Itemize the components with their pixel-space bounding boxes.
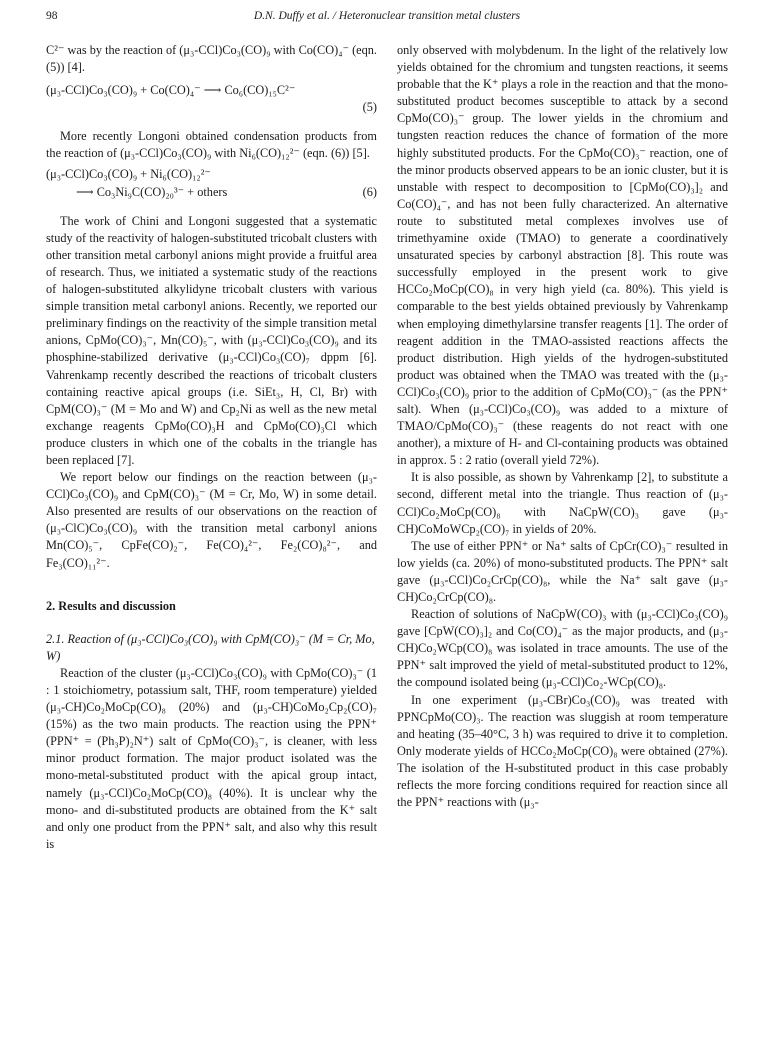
- running-title: D.N. Duffy et al. / Heteronuclear transition metal clusters: [253, 10, 521, 22]
- page-number: 98: [46, 10, 58, 22]
- paragraph-longoni: More recently Longoni obtained condensation products from the reaction of (μ₃-CCl)Co₃(CO)₉ with Ni₆(CO)₁₂²⁻ (eqn. (6)) [5].: [46, 129, 377, 161]
- paragraph-ppn: The use of either PPN⁺ or Na⁺ salts of CpCr(CO)₃⁻ resulted in low yields (ca. 20%) of mono-substituted products. The PPN⁺ salt gave (μ₃-CCl)Co₂CrCp(CO)₈, while the Na⁺ salt gave (μ₃-CH)Co₂CrCp(CO)₈.: [397, 538, 728, 604]
- left-column: [46, 42, 377, 853]
- equation-5-expression: (μ₃-CCl)Co₃(CO)₉ + Co(CO)₄⁻ ⟶ Co₆(CO)₁₅C²⁻: [46, 83, 296, 98]
- right-column: [397, 42, 728, 811]
- paragraph-cbr: In one experiment (μ₃-CBr)Co₃(CO)₉ was treated with PPNCpMo(CO)₃. The reaction was sluggish at room temperature and heating (35–40°C, 3 h) was required to drive it to completion. Only moderate yields of HCCo₂MoCp(CO)₈ were obtained (27%). The isolation of the H-substituted product in this case probably reflects the more forcing conditions required for reaction since all the PPN⁺ reactions with (μ₃-: [397, 692, 728, 810]
- equation-6-line1: (μ₃-CCl)Co₃(CO)₉ + Ni₆(CO)₁₂²⁻: [46, 167, 211, 182]
- section-heading: 2. Results and discussion: [46, 598, 176, 613]
- equation-5-number: (5): [362, 100, 377, 115]
- paragraph-nacpw: Reaction of solutions of NaCpW(CO)₃ with (μ₃-CCl)Co₃(CO)₉ gave [CpW(CO)₃]₂ and Co(CO)₄⁻ as the major products, and (μ₃-CH)Co₂WCp(CO)₈ was isolated in trace amounts. The use of the PPN⁺ salt improved the yield of metal-substituted product to 12%, the compound isolated being (μ₃-CCl)Co₂-WCp(CO)₈.: [397, 607, 728, 690]
- equation-6-number: (6): [362, 184, 377, 199]
- subsection-heading: 2.1. Reaction of (μ₃-CCl)Co₃(CO)₉ with CpM(CO)₃⁻ (M = Cr, Mo, W): [46, 631, 375, 663]
- paragraph-continued: only observed with molybdenum. In the light of the relatively low yields obtained for the chromium and tungsten reactions, it seems probable that the K⁺ plays a role in the reaction and that the mono-substituted product becomes susceptible to attack by a second CpMo(CO)₃⁻ group. The lower yields in the chromium and tungsten reaction reduces the chance of formation of the more highly substituted products. For the CpMo(CO)₃⁻ reaction, one of the minor products observed appears to be an ionic cluster, but it is unstable with respect to decomposition to [CpMo(CO)₃]₂ and Co(CO)₄⁻, and has not been fully characterized. An alternative route to substituted metal complexes involves use of trimethyamine oxide (TMAO) to generate a coordinatively unsaturated species by carbonyl abstraction [8]. This route was successfully employed in the present work to give HCCo₂MoCp(CO)₈ in very high yield (ca. 80%). This yield is comparable to the best yields obtained previously by Vahrenkamp when employing dimethylarsine transfer reagents [1]. The order of reagent addition in the TMAO-assisted reactions affects the product distribution. High yields of the hydrogen-substituted product was obtained when the TMAO was treated with the (μ₃-CCl)Co₃(CO)₉ prior to the addition of CpMo(CO)₃⁻ (as the PPN⁺ salt). When (μ₃-CCl)Co₃(CO)₉ was added to a mixture of TMAO/CpMo(CO)₃⁻ (these reagents do not react with one another), a mixture of H- and Cl-containing products was obtained in approx. 5 : 2 ratio (overall yield 72%).: [397, 43, 728, 468]
- paragraph-chini: The work of Chini and Longoni suggested that a systematic study of the reactivity of halogen-substituted tricobalt clusters with other transition metal carbonyl anions might provide a fruitful area of research. Thus, we initiated a systematic study of the reactions of halogen-substituted alkylidyne tricobalt clusters with various simple transition metal carbonyl anions. Recently, we reported our preliminary findings on the reactivity of the simple transition metal anions, CpMo(CO)₃⁻, Mn(CO)₅⁻, with (μ₃-CCl)Co₃(CO)₉ and its phosphine-stabilized derivative (μ₃-CCl)Co₃(CO)₇ dppm [6]. Vahrenkamp recently described the reactions of tricobalt clusters containing reactive apical groups (i.e. SiEt₃, H, Cl, Br) with CpM(CO)₃⁻ (M = Mo and W) and Cp₂Ni as well as the new metal exchange reagents CpMo(CO)₃H and CpMo(CO)₃Cl which produce clusters in which one of the cobalts in the triangle has been replaced [7].: [46, 213, 377, 467]
- equation-6: [46, 166, 377, 200]
- paragraph-report: We report below our findings on the reaction between (μ₃-CCl)Co₃(CO)₉ and CpM(CO)₃⁻ (M = Cr, Mo, W) in some detail. Also presented are results of our observations on the reaction of (μ₃-ClC)Co₃(CO)₉ with the transition metal carbonyl anions Mn(CO)₅⁻, CpFe(CO)₂⁻, Fe(CO)₄²⁻, Fe₂(CO)₈²⁻, and Fe₃(CO)₁₁²⁻.: [46, 470, 377, 570]
- equation-5: [46, 82, 377, 116]
- paragraph-vahrenkamp: It is also possible, as shown by Vahrenkamp [2], to substitute a second, different metal into the triangle. Thus reaction of (μ₃-CCl)Co₂MoCp(CO)₈ with NaCpW(CO)₃ gave (μ₃-CH)CoMoWCp₂(CO)₇ in yields of 20%.: [397, 470, 728, 536]
- paragraph-intro: C²⁻ was by the reaction of (μ₃-CCl)Co₃(CO)₉ with Co(CO)₄⁻ (eqn. (5)) [4].: [46, 43, 377, 75]
- page-header: [46, 10, 728, 26]
- equation-6-line2: ⟶ Co₃Ni₉C(CO)₂₀³⁻ + others: [76, 184, 228, 199]
- paragraph-reaction: Reaction of the cluster (μ₃-CCl)Co₃(CO)₉ with CpMo(CO)₃⁻ (1 : 1 stoichiometry, potassium salt, THF, room temperature) yielded (μ₃-CH)Co₂MoCp(CO)₈ (20%) and (μ₃-CH)CoMo₂Cp₂(CO)₇ (15%) as the two main products. The reaction using the PPN⁺ (PPN⁺ = (Ph₃P)₂N⁺) salt of CpMo(CO)₃⁻, is cleaner, with less minor product formation. The major product isolated was the mono-metal-substituted product with the apical group intact, namely (μ₃-CCl)Co₂MoCp(CO)₈ (40%). It is unclear why the mono- and di-substituted products are obtained from the K⁺ salt and only one product from the PPN⁺ salt, and also why this result is: [46, 665, 377, 851]
